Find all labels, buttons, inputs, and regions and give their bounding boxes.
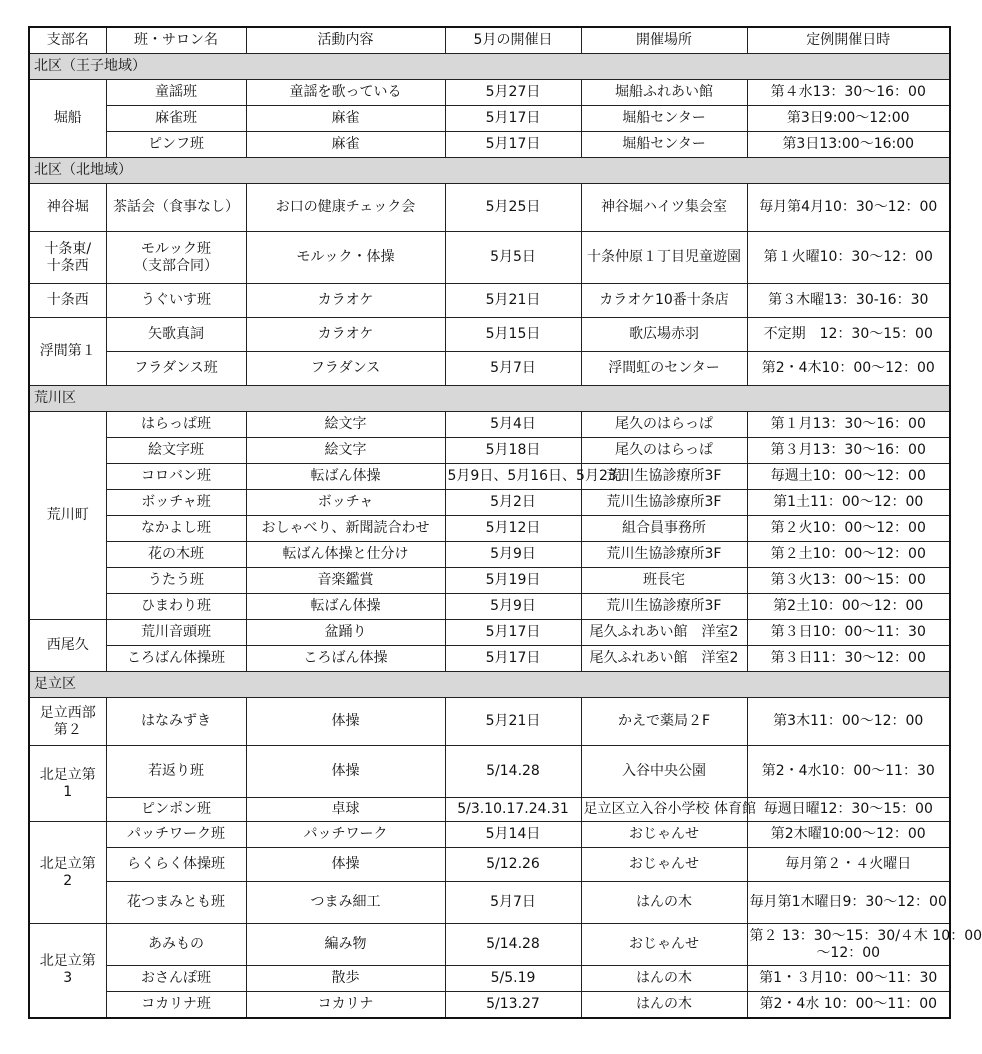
- time-cell: 第２火10：00〜12：00: [747, 516, 950, 542]
- table-row: [29, 698, 950, 746]
- table-row: [29, 746, 950, 798]
- region-label: 北区（北地域）: [29, 158, 950, 184]
- time-cell: 第２土10：00〜12：00: [747, 542, 950, 568]
- activity-cell: カラオケ: [246, 318, 445, 352]
- col-header-branch: 支部名: [29, 27, 106, 54]
- branch-line: 3: [63, 970, 73, 987]
- time-cell: 毎月第4月10：30〜12：00: [747, 184, 950, 232]
- time-cell: 毎週日曜12：30〜15：00: [747, 798, 950, 822]
- date-cell: 5月17日: [445, 106, 581, 132]
- date-cell: 5月18日: [445, 438, 581, 464]
- group-cell: [106, 232, 246, 284]
- activity-cell: 音楽鑑賞: [246, 568, 445, 594]
- activity-cell: 転ばん体操: [246, 464, 445, 490]
- time-line: 〜12：00: [816, 944, 881, 961]
- venue-cell: 尾久ふれあい館 洋室2: [581, 620, 747, 646]
- branch-cell: [29, 822, 106, 924]
- date-cell: 5/3.10.17.24.31: [445, 798, 581, 822]
- venue-cell: 堀船センター: [581, 132, 747, 158]
- time-cell: 第３日10：00〜11：30: [747, 620, 950, 646]
- venue-cell: カラオケ10番十条店: [581, 284, 747, 318]
- date-cell: 5月27日: [445, 80, 581, 106]
- venue-cell: 足立区立入谷小学校 体育館: [581, 798, 747, 822]
- date-cell: 5月9日、5月16日、5月23日: [445, 464, 581, 490]
- branch-line: 北足立第: [39, 766, 96, 783]
- table-row: [29, 848, 950, 882]
- venue-cell: 尾久ふれあい館 洋室2: [581, 646, 747, 672]
- table-row: [29, 620, 950, 646]
- table-row: [29, 594, 950, 620]
- activity-cell: 編み物: [246, 924, 445, 966]
- activity-cell: つまみ細工: [246, 882, 445, 924]
- venue-cell: おじゃんせ: [581, 822, 747, 848]
- col-header-regular-time: 定例開催日時: [747, 27, 950, 54]
- time-cell: 第３火13：00〜15：00: [747, 568, 950, 594]
- table-row: [29, 438, 950, 464]
- date-cell: 5月7日: [445, 352, 581, 386]
- group-cell: 荒川音頭班: [106, 620, 246, 646]
- activity-cell: 卓球: [246, 798, 445, 822]
- date-cell: 5/13.27: [445, 992, 581, 1018]
- group-cell: ピンフ班: [106, 132, 246, 158]
- time-cell: 第1土11：00〜12：00: [747, 490, 950, 516]
- table-row: [29, 798, 950, 822]
- table-row: [29, 464, 950, 490]
- activity-cell: モルック・体操: [246, 232, 445, 284]
- activity-cell: 童謡を歌っている: [246, 80, 445, 106]
- schedule-table: [28, 26, 982, 1019]
- activity-cell: 体操: [246, 698, 445, 746]
- region-row-kita-oji: [29, 54, 950, 80]
- time-cell: 第４水13：30〜16：00: [747, 80, 950, 106]
- table-row: [29, 352, 950, 386]
- table-row: [29, 412, 950, 438]
- venue-cell: 浮間虹のセンター: [581, 352, 747, 386]
- branch-line: 十条東/: [44, 240, 92, 257]
- group-line: モルック班: [141, 240, 211, 257]
- header-row: [29, 27, 950, 54]
- activity-cell: 絵文字: [246, 412, 445, 438]
- time-line: 第２ 13：30〜15：30/４木 10：00: [749, 927, 982, 944]
- date-cell: 5月2日: [445, 490, 581, 516]
- venue-cell: 入谷中央公園: [581, 746, 747, 798]
- group-cell: 絵文字班: [106, 438, 246, 464]
- date-cell: 5月14日: [445, 822, 581, 848]
- date-cell: 5月17日: [445, 132, 581, 158]
- table-row: [29, 568, 950, 594]
- venue-cell: 堀船センター: [581, 106, 747, 132]
- date-cell: 5/14.28: [445, 746, 581, 798]
- activity-cell: パッチワーク: [246, 822, 445, 848]
- time-cell: 第３木曜13：30-16：30: [747, 284, 950, 318]
- time-cell: 第2・4木10：00〜12：00: [747, 352, 950, 386]
- venue-cell: 班長宅: [581, 568, 747, 594]
- time-cell: 第2・4水10：00〜11：30: [747, 746, 950, 798]
- venue-cell: おじゃんせ: [581, 924, 747, 966]
- date-cell: 5月15日: [445, 318, 581, 352]
- group-cell: らくらく体操班: [106, 848, 246, 882]
- activity-cell: フラダンス: [246, 352, 445, 386]
- table-row: [29, 106, 950, 132]
- branch-cell: 神谷堀: [29, 184, 106, 232]
- branch-cell: [29, 232, 106, 284]
- group-cell: はなみずき: [106, 698, 246, 746]
- table-row: [29, 318, 950, 352]
- branch-cell: [29, 924, 106, 1018]
- time-cell: 第2・4水 10：00〜11：00: [747, 992, 950, 1018]
- venue-cell: 堀船ふれあい館: [581, 80, 747, 106]
- time-cell: [747, 924, 982, 966]
- time-cell: 第１月13：30〜16：00: [747, 412, 950, 438]
- venue-cell: 荒川生協診療所3F: [581, 464, 747, 490]
- activity-cell: 麻雀: [246, 132, 445, 158]
- activity-cell: 盆踊り: [246, 620, 445, 646]
- table-row: [29, 646, 950, 672]
- time-cell: 毎月第1木曜日9：30〜12：00: [747, 882, 950, 924]
- venue-cell: 荒川生協診療所3F: [581, 490, 747, 516]
- venue-cell: かえで薬局２F: [581, 698, 747, 746]
- date-cell: 5月9日: [445, 594, 581, 620]
- time-cell: 第3日13:00〜16:00: [747, 132, 950, 158]
- branch-cell: 荒川町: [29, 412, 106, 620]
- table-row: [29, 966, 950, 992]
- group-cell: コロバン班: [106, 464, 246, 490]
- date-cell: 5月12日: [445, 516, 581, 542]
- group-cell: ころばん体操班: [106, 646, 246, 672]
- time-cell: 第１火曜10：30〜12：00: [747, 232, 950, 284]
- col-header-group: 班・サロン名: [106, 27, 246, 54]
- group-cell: はらっぱ班: [106, 412, 246, 438]
- date-cell: 5/12.26: [445, 848, 581, 882]
- activity-cell: 転ばん体操: [246, 594, 445, 620]
- group-cell: ひまわり班: [106, 594, 246, 620]
- group-cell: なかよし班: [106, 516, 246, 542]
- region-label: 北区（王子地域）: [29, 54, 950, 80]
- date-cell: 5月4日: [445, 412, 581, 438]
- venue-cell: 尾久のはらっぱ: [581, 412, 747, 438]
- venue-cell: 組合員事務所: [581, 516, 747, 542]
- activity-cell: ころばん体操: [246, 646, 445, 672]
- activity-cell: お口の健康チェック会: [246, 184, 445, 232]
- venue-cell: 十条仲原１丁目児童遊園: [581, 232, 747, 284]
- time-cell: 第３月13：30〜16：00: [747, 438, 950, 464]
- group-cell: フラダンス班: [106, 352, 246, 386]
- time-cell: 第3木11：00〜12：00: [747, 698, 950, 746]
- col-header-venue: 開催場所: [581, 27, 747, 54]
- date-cell: 5月19日: [445, 568, 581, 594]
- venue-cell: 尾久のはらっぱ: [581, 438, 747, 464]
- group-cell: あみもの: [106, 924, 246, 966]
- table-row: [29, 232, 950, 284]
- branch-cell: [29, 698, 106, 746]
- date-cell: 5月5日: [445, 232, 581, 284]
- group-line: （支部合同）: [134, 257, 218, 274]
- group-cell: 童謡班: [106, 80, 246, 106]
- group-cell: ピンポン班: [106, 798, 246, 822]
- time-cell: 第2土10：00〜12：00: [747, 594, 950, 620]
- table-row: [29, 132, 950, 158]
- group-cell: 麻雀班: [106, 106, 246, 132]
- table-row: [29, 882, 950, 924]
- branch-line: 足立西部: [39, 704, 96, 721]
- venue-cell: 神谷堀ハイツ集会室: [581, 184, 747, 232]
- activity-cell: ボッチャ: [246, 490, 445, 516]
- group-cell: ボッチャ班: [106, 490, 246, 516]
- group-cell: 花の木班: [106, 542, 246, 568]
- branch-line: 北足立第: [39, 953, 96, 970]
- venue-cell: はんの木: [581, 992, 747, 1018]
- venue-cell: おじゃんせ: [581, 848, 747, 882]
- branch-cell: 浮間第１: [29, 318, 106, 386]
- venue-cell: はんの木: [581, 882, 747, 924]
- venue-cell: はんの木: [581, 966, 747, 992]
- col-header-activity: 活動内容: [246, 27, 445, 54]
- region-label: 荒川区: [29, 386, 950, 412]
- group-cell: コカリナ班: [106, 992, 246, 1018]
- branch-line: 十条西: [46, 257, 89, 274]
- region-row-kita-north: [29, 158, 950, 184]
- table-row: [29, 284, 950, 318]
- group-cell: 矢歌真詞: [106, 318, 246, 352]
- branch-line: 第２: [53, 721, 82, 738]
- activity-cell: 体操: [246, 848, 445, 882]
- table-row: [29, 184, 950, 232]
- branch-cell: 十条西: [29, 284, 106, 318]
- branch-line: 1: [63, 783, 73, 800]
- venue-cell: 歌広場赤羽: [581, 318, 747, 352]
- activity-cell: カラオケ: [246, 284, 445, 318]
- activity-cell: コカリナ: [246, 992, 445, 1018]
- group-cell: うぐいす班: [106, 284, 246, 318]
- group-cell: うたう班: [106, 568, 246, 594]
- time-cell: 第３日11：30〜12：00: [747, 646, 950, 672]
- region-row-adachi: [29, 672, 950, 698]
- table-row: [29, 80, 950, 106]
- date-cell: 5月7日: [445, 882, 581, 924]
- date-cell: 5月17日: [445, 646, 581, 672]
- activity-cell: 絵文字: [246, 438, 445, 464]
- group-cell: 若返り班: [106, 746, 246, 798]
- date-cell: 5月21日: [445, 284, 581, 318]
- group-cell: 茶話会（食事なし）: [106, 184, 246, 232]
- table-row: [29, 924, 950, 966]
- date-cell: 5/5.19: [445, 966, 581, 992]
- date-cell: 5/14.28: [445, 924, 581, 966]
- branch-cell: 堀船: [29, 80, 106, 158]
- table-row: [29, 516, 950, 542]
- activity-cell: 散歩: [246, 966, 445, 992]
- branch-cell: 西尾久: [29, 620, 106, 672]
- group-cell: おさんぽ班: [106, 966, 246, 992]
- time-cell: 毎週土10：00〜12：00: [747, 464, 950, 490]
- activity-cell: 転ばん体操と仕分け: [246, 542, 445, 568]
- activity-cell: 麻雀: [246, 106, 445, 132]
- time-cell: 毎月第２・４火曜日: [747, 848, 950, 882]
- time-cell: 第3日9:00〜12:00: [747, 106, 950, 132]
- activity-cell: おしゃべり、新聞読合わせ: [246, 516, 445, 542]
- table-row: [29, 490, 950, 516]
- table-row: [29, 542, 950, 568]
- date-cell: 5月9日: [445, 542, 581, 568]
- table-row: [29, 992, 950, 1018]
- region-row-arakawa: [29, 386, 950, 412]
- time-cell: 第2木曜10:00〜12：00: [747, 822, 950, 848]
- venue-cell: 荒川生協診療所3F: [581, 594, 747, 620]
- group-cell: パッチワーク班: [106, 822, 246, 848]
- branch-line: 2: [63, 872, 73, 889]
- group-cell: 花つまみとも班: [106, 882, 246, 924]
- venue-cell: 荒川生協診療所3F: [581, 542, 747, 568]
- date-cell: 5月25日: [445, 184, 581, 232]
- branch-cell: [29, 746, 106, 822]
- time-cell: 不定期 12：30〜15：00: [747, 318, 950, 352]
- table-row: [29, 822, 950, 848]
- time-cell: 第1・３月10：00〜11：30: [747, 966, 950, 992]
- date-cell: 5月21日: [445, 698, 581, 746]
- region-label: 足立区: [29, 672, 950, 698]
- date-cell: 5月17日: [445, 620, 581, 646]
- branch-line: 北足立第: [39, 855, 96, 872]
- col-header-may-dates: 5月の開催日: [445, 27, 581, 54]
- activity-cell: 体操: [246, 746, 445, 798]
